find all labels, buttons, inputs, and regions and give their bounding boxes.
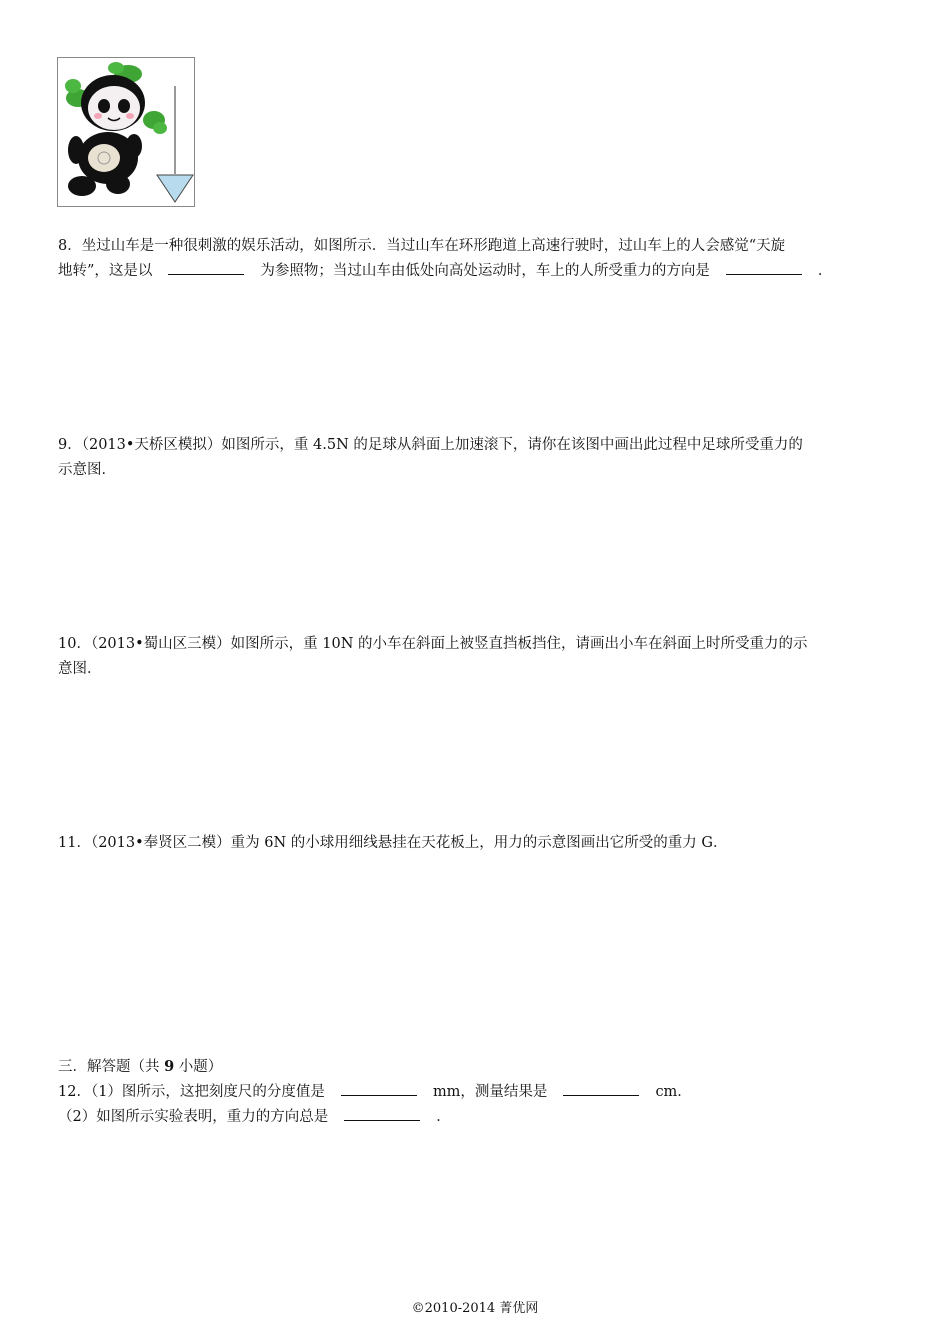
question-8-line-2 [58,259,896,284]
answer-blank-8a[interactable] [168,260,244,275]
question-8-text-c: ． [817,263,833,279]
answer-blank-12b[interactable] [563,1081,639,1096]
question-12-part-2 [58,1106,451,1128]
answer-blank-12c[interactable] [344,1106,420,1121]
question-12-text-a: 12．（1）图所示，这把刻度尺的分度值是 [58,1084,325,1100]
question-9-line-1: 9．（2013•天桥区模拟）如图所示，重 4.5N 的足球从斜面上加速滚下，请你在该图中画出此过程中足球所受重力的 [58,437,803,453]
answer-blank-8b[interactable] [726,260,802,275]
question-11-line-1: 11．（2013•奉贤区二模）重为 6N 的小球用细线悬挂在天花板上，用力的示意图画出它所受的重力 G． [58,835,728,851]
question-12-part-1 [58,1081,692,1103]
question-12-text-e: ． [436,1109,451,1125]
question-9 [58,433,896,483]
question-11 [58,831,896,856]
question-9-line-2: 示意图． [58,462,116,478]
question-10-line-1: 10．（2013•蜀山区三模）如图所示，重 10N 的小车在斜面上被竖直挡板挡住，请画出小车在斜面上时所受重力的示 [58,636,808,652]
question-10 [58,632,896,682]
question-8-text-b: 为参照物；当过山车由低处向高处运动时，车上的人所受重力的方向是 [260,263,710,279]
section-3-count: 9 [164,1058,175,1075]
mascot-figure [57,57,195,207]
page-footer: ©2010-2014 菁优网 [411,1301,539,1316]
question-12-text-c: cm． [655,1084,692,1100]
question-12-text-d: （2）如图所示实验表明，重力的方向总是 [58,1109,329,1125]
plumb-bob-icon [157,175,193,202]
question-8 [58,234,896,284]
mascot-with-plumb-line-icon [58,58,194,206]
section-3-heading [58,1056,222,1078]
section-3-suffix: 小题） [174,1059,223,1075]
section-3-prefix: 三．解答题（共 [58,1059,165,1075]
question-8-text-a: 地转”，这是以 [58,263,153,279]
question-10-line-2: 意图． [58,661,102,677]
question-12-text-b: mm，测量结果是 [432,1084,548,1100]
question-8-line-1: 8．坐过山车是一种很刺激的娱乐活动，如图所示．当过山车在环形跑道上高速行驶时，过山车上的人会感觉“天旋 [58,238,786,254]
answer-blank-12a[interactable] [341,1081,417,1096]
